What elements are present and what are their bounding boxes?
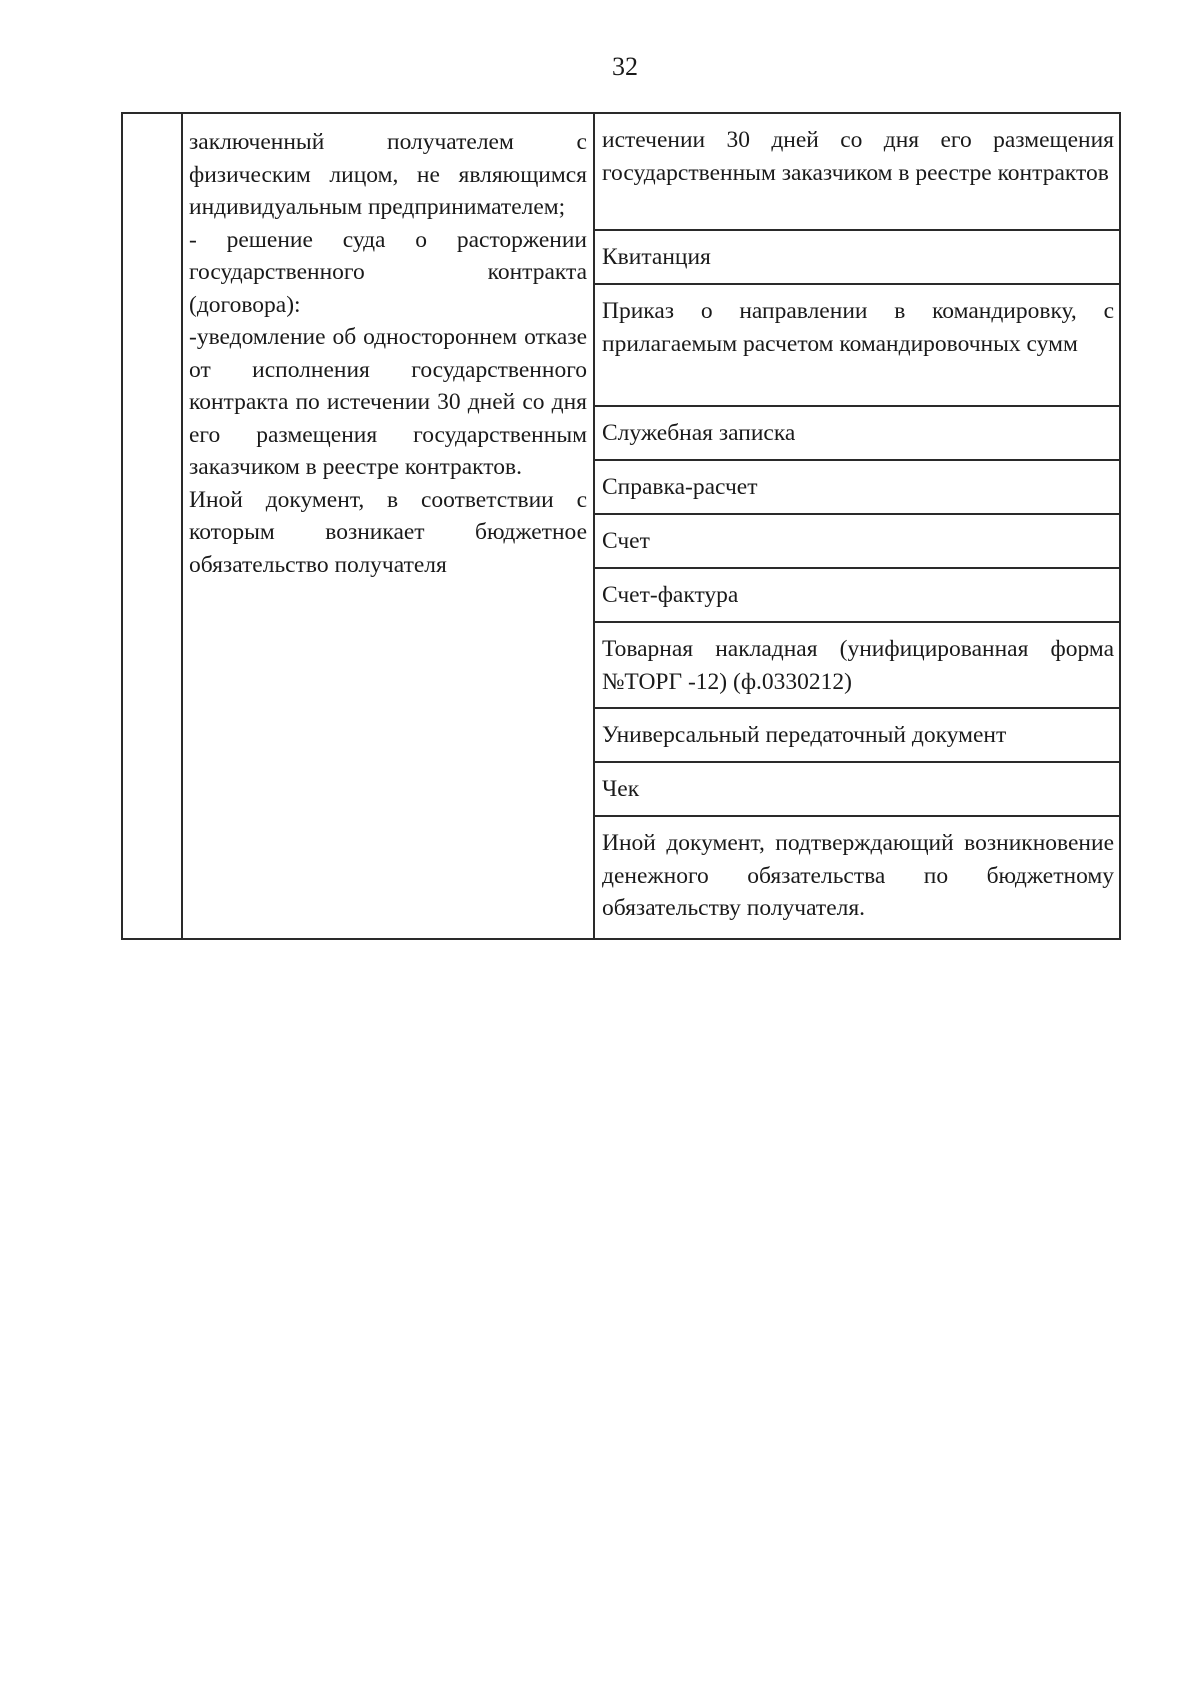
document-item: Служебная записка [595, 407, 1119, 461]
document-item: Счет [595, 515, 1119, 569]
documents-cell [594, 113, 1120, 939]
basis-paragraph-4: Иной документ, в соответствии с которым возникает бюджетное обязательство получателя [189, 486, 587, 578]
documents-table [121, 112, 1121, 940]
document-item: истечении 30 дней со дня его размещения государственным заказчиком в реестре контрактов [595, 114, 1119, 231]
documents-list [595, 114, 1119, 938]
document-item: Справка-расчет [595, 461, 1119, 515]
basis-paragraph-1: заключенный получателем с физическим лицом, не являющимся индивидуальным предпринимателем; [189, 129, 587, 220]
document-item: Счет-фактура [595, 569, 1119, 623]
document-item: Универсальный передаточный документ [595, 709, 1119, 763]
document-item: Чек [595, 763, 1119, 817]
document-item: Иной документ, подтверждающий возникновение денежного обязательства по бюджетному обязательству получателя. [602, 830, 1114, 921]
basis-paragraph-2: - решение суда о расторжении государственного контракта (договора): [189, 226, 587, 318]
row-number-cell [122, 113, 182, 939]
document-item: Квитанция [595, 231, 1119, 285]
basis-paragraph-3: -уведомление об одностороннем отказе от исполнения государственного контракта по истечении 30 дней со дня его размещения государственным заказчиком в реестре контрактов. [189, 324, 587, 480]
page-number: 32 [612, 52, 638, 81]
basis-cell [182, 113, 594, 939]
document-item: Товарная накладная (унифицированная форма №ТОРГ -12) (ф.0330212) [595, 623, 1119, 709]
table-row [122, 113, 1120, 939]
document-item: Приказ о направлении в командировку, с прилагаемым расчетом командировочных сумм [595, 285, 1119, 407]
